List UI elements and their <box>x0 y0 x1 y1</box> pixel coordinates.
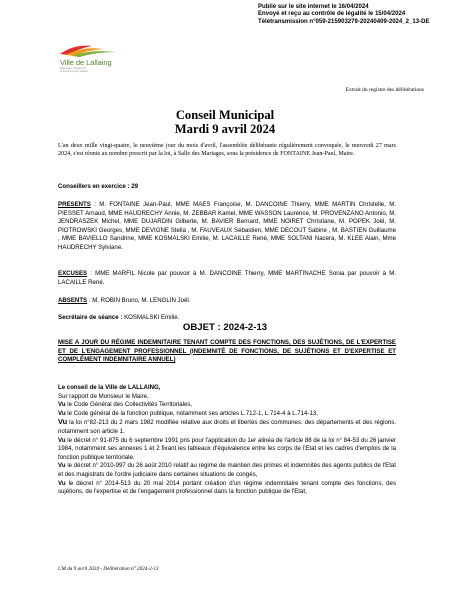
logo-tagline: Ensemble, préservons et innovons pour l'avenir <box>60 67 89 74</box>
vu-item: le Code Général des Collectivités Territoriales, <box>67 401 193 409</box>
ville-de-lallaing-logo <box>54 40 118 80</box>
page-footer: CM du 9 avril 2024 - Délibération n° 2024-2-13 <box>58 566 159 572</box>
logo-name: Ville de Lallaing <box>60 58 112 67</box>
presents-paragraph: PRESENTS : M. FONTAINE Jean-Paul, MME MAES Françoise, M. DANCOINE Thierry, MME MARTIN Christelle, M. PIESSET Arnaud, MME HAUDRECHY Annie, M. ZEBBAR Kamel, MME WASSON Laurence, M. PROVENZANO Antonio, M. JENDRASZEK Michel, MME DUJARDIN Gilberte, M. BAVIER Bernard, MME NOIRET Christiane, M. POPEK Joël, M. PIOTROWSKI Georges, MME DEVIGNE Stella , M. FAUVEAUX Sébastien, MME DECOUT Sabine , M. BASTIEN Guillaume , MME BAVIELLO Sandrine, MME KOSMALSKI Emilie, M. LACAILLE René, MME SOLTANI Nacera, M. KLEE Alain, Mme HAUDRECHY Sylviane. <box>58 201 396 251</box>
rapport-line: Sur rapport de Monsieur le Maire, <box>58 392 149 400</box>
vu-item: le décret n° 2014-513 du 20 mai 2014 portant création d'un régime indemnitaire tenant compte des fonctions, des sujétions, de l'expertise et de l'engagement professionnel dans la fonction publique de l'Etat, <box>58 479 396 496</box>
subject-title: MISE A JOUR DU RÉGIME INDEMNITAIRE TENANT COMPTE DES FONCTIONS, DES SUJÉTIONS, DE L'EXPERTISE ET DE L'ENGAGEMENT PROFESSIONNEL (INDEMNITÉ DE FONCTIONS, DE SUJÉTIONS ET D'EXPERTISE ET COMPLÉMENT INDEMNITAIRE ANNUEL) <box>58 339 396 364</box>
absents-paragraph: ABSENTS : M. ROBIN Bruno, M. LENGLIN Joël. <box>58 297 191 304</box>
logo-swoosh-icon <box>58 40 118 58</box>
objet-heading: OBJET : 2024-2-13 <box>182 322 268 333</box>
presents-label: PRESENTS <box>58 201 91 208</box>
deliberation-body: Le conseil de la Ville de LALLAING, Sur rapport de Monsieur le Maire, Vu le Code Général des Collectivités Territoriales, Vu le Code général de la fonction publique, notamment ses articles L.712-1, L.714-4 à L.714-13, Vu la loi n°82-213 du 2 mars 1982 modifiée relative aux droits et libertés des communes. des départements et des régions. notamment son article 1. Vu le décret n° 91-875 du 6 septembre 1991 pris pour l'application du 1er alinéa de l'article 88 de la loi n° 84-53 du 26 janvier 1984, notamment ses annexes 1 et 2 fixant les tableaux d'équivalence entre les corps de l'Etat et les cadres d'emplois de la fonction publique territoriale. Vu le décret n° 2010-997 du 26 août 2010 relatif au régime de maintien des primes et indemnités des agents publics de l'Etat et des magistrats de l'ordre judiciaire dans certaines situations de congés, Vu le décret n° 2014-513 du 20 mai 2014 portant création d'un régime indemnitaire tenant compte des fonctions, des sujétions, de l'expertise et de l'engagement professionnel dans la fonction publique de l'Etat, <box>58 384 396 496</box>
excuses-label: EXCUSES <box>58 270 88 277</box>
excuses-paragraph: EXCUSES : MME MARFIL Nicole par pouvoir à M. DANCOINE Thierry, MME MARTINACHE Sonia par pouvoir à M. LACAILLE René. <box>58 270 396 286</box>
vu-item: le décret n° 2010-997 du 26 août 2010 relatif au régime de maintien des primes et indemnités des agents publics de l'Etat et des magistrats de l'ordre judiciaire dans certaines situations de congés, <box>58 462 396 478</box>
publication-stamp <box>258 4 430 26</box>
vu-item: le décret n° 91-875 du 6 septembre 1991 pris pour l'application du 1er alinéa de l'article 88 de la loi n° 84-53 du 26 janvier 1984, notamment ses annexes 1 et 2 fixant les tableaux d'équivalence entre les corps de l'Etat et les cadres d'emplois de la fonction publique territoriale. <box>58 436 396 461</box>
registry-extract-label: Extrait du registre des délibérations <box>345 87 424 93</box>
vu-item: la loi n°82-213 du 2 mars 1982 modifiée relative aux droits et libertés des communes. des départements et des régions. notamment son article 1. <box>58 419 396 435</box>
received-line: Envoyé et reçu au contrôle de légalité le 15/04/2024 <box>258 11 406 18</box>
document-title <box>0 109 450 136</box>
published-line: Publié sur le site internet le 16/04/2024 <box>258 4 369 10</box>
title-line-1: Conseil Municipal <box>175 108 275 122</box>
teletransmission-line: Télétransmission n°059-215903279-20240409-2024_2_13-DE <box>258 18 430 25</box>
title-line-2: Mardi 9 avril 2024 <box>174 121 276 136</box>
secretaire-line: Secrétaire de séance : KOSMALSKI Emilie. <box>58 314 180 321</box>
vu-item: le Code général de la fonction publique, notamment ses articles L.712-1, L.714-4 à L.714-13, <box>67 409 318 417</box>
absents-label: ABSENTS <box>58 297 88 304</box>
conseil-label: Le conseil de la Ville de LALLAING, <box>58 384 161 391</box>
intro-paragraph: L'an deux mille vingt-quatre, le neuvième jour du mois d'avril, l'assemblée délibérante régulièrement convoquée, le mercredi 27 mars 2024, s'est réunie au nombre prescrit par la loi, à Salle des Mariages, sous la présidence de FONTAINE Jean-Paul, Maire. <box>58 143 396 158</box>
conseillers-line: Conseillers en exercice : 29 <box>58 183 138 190</box>
